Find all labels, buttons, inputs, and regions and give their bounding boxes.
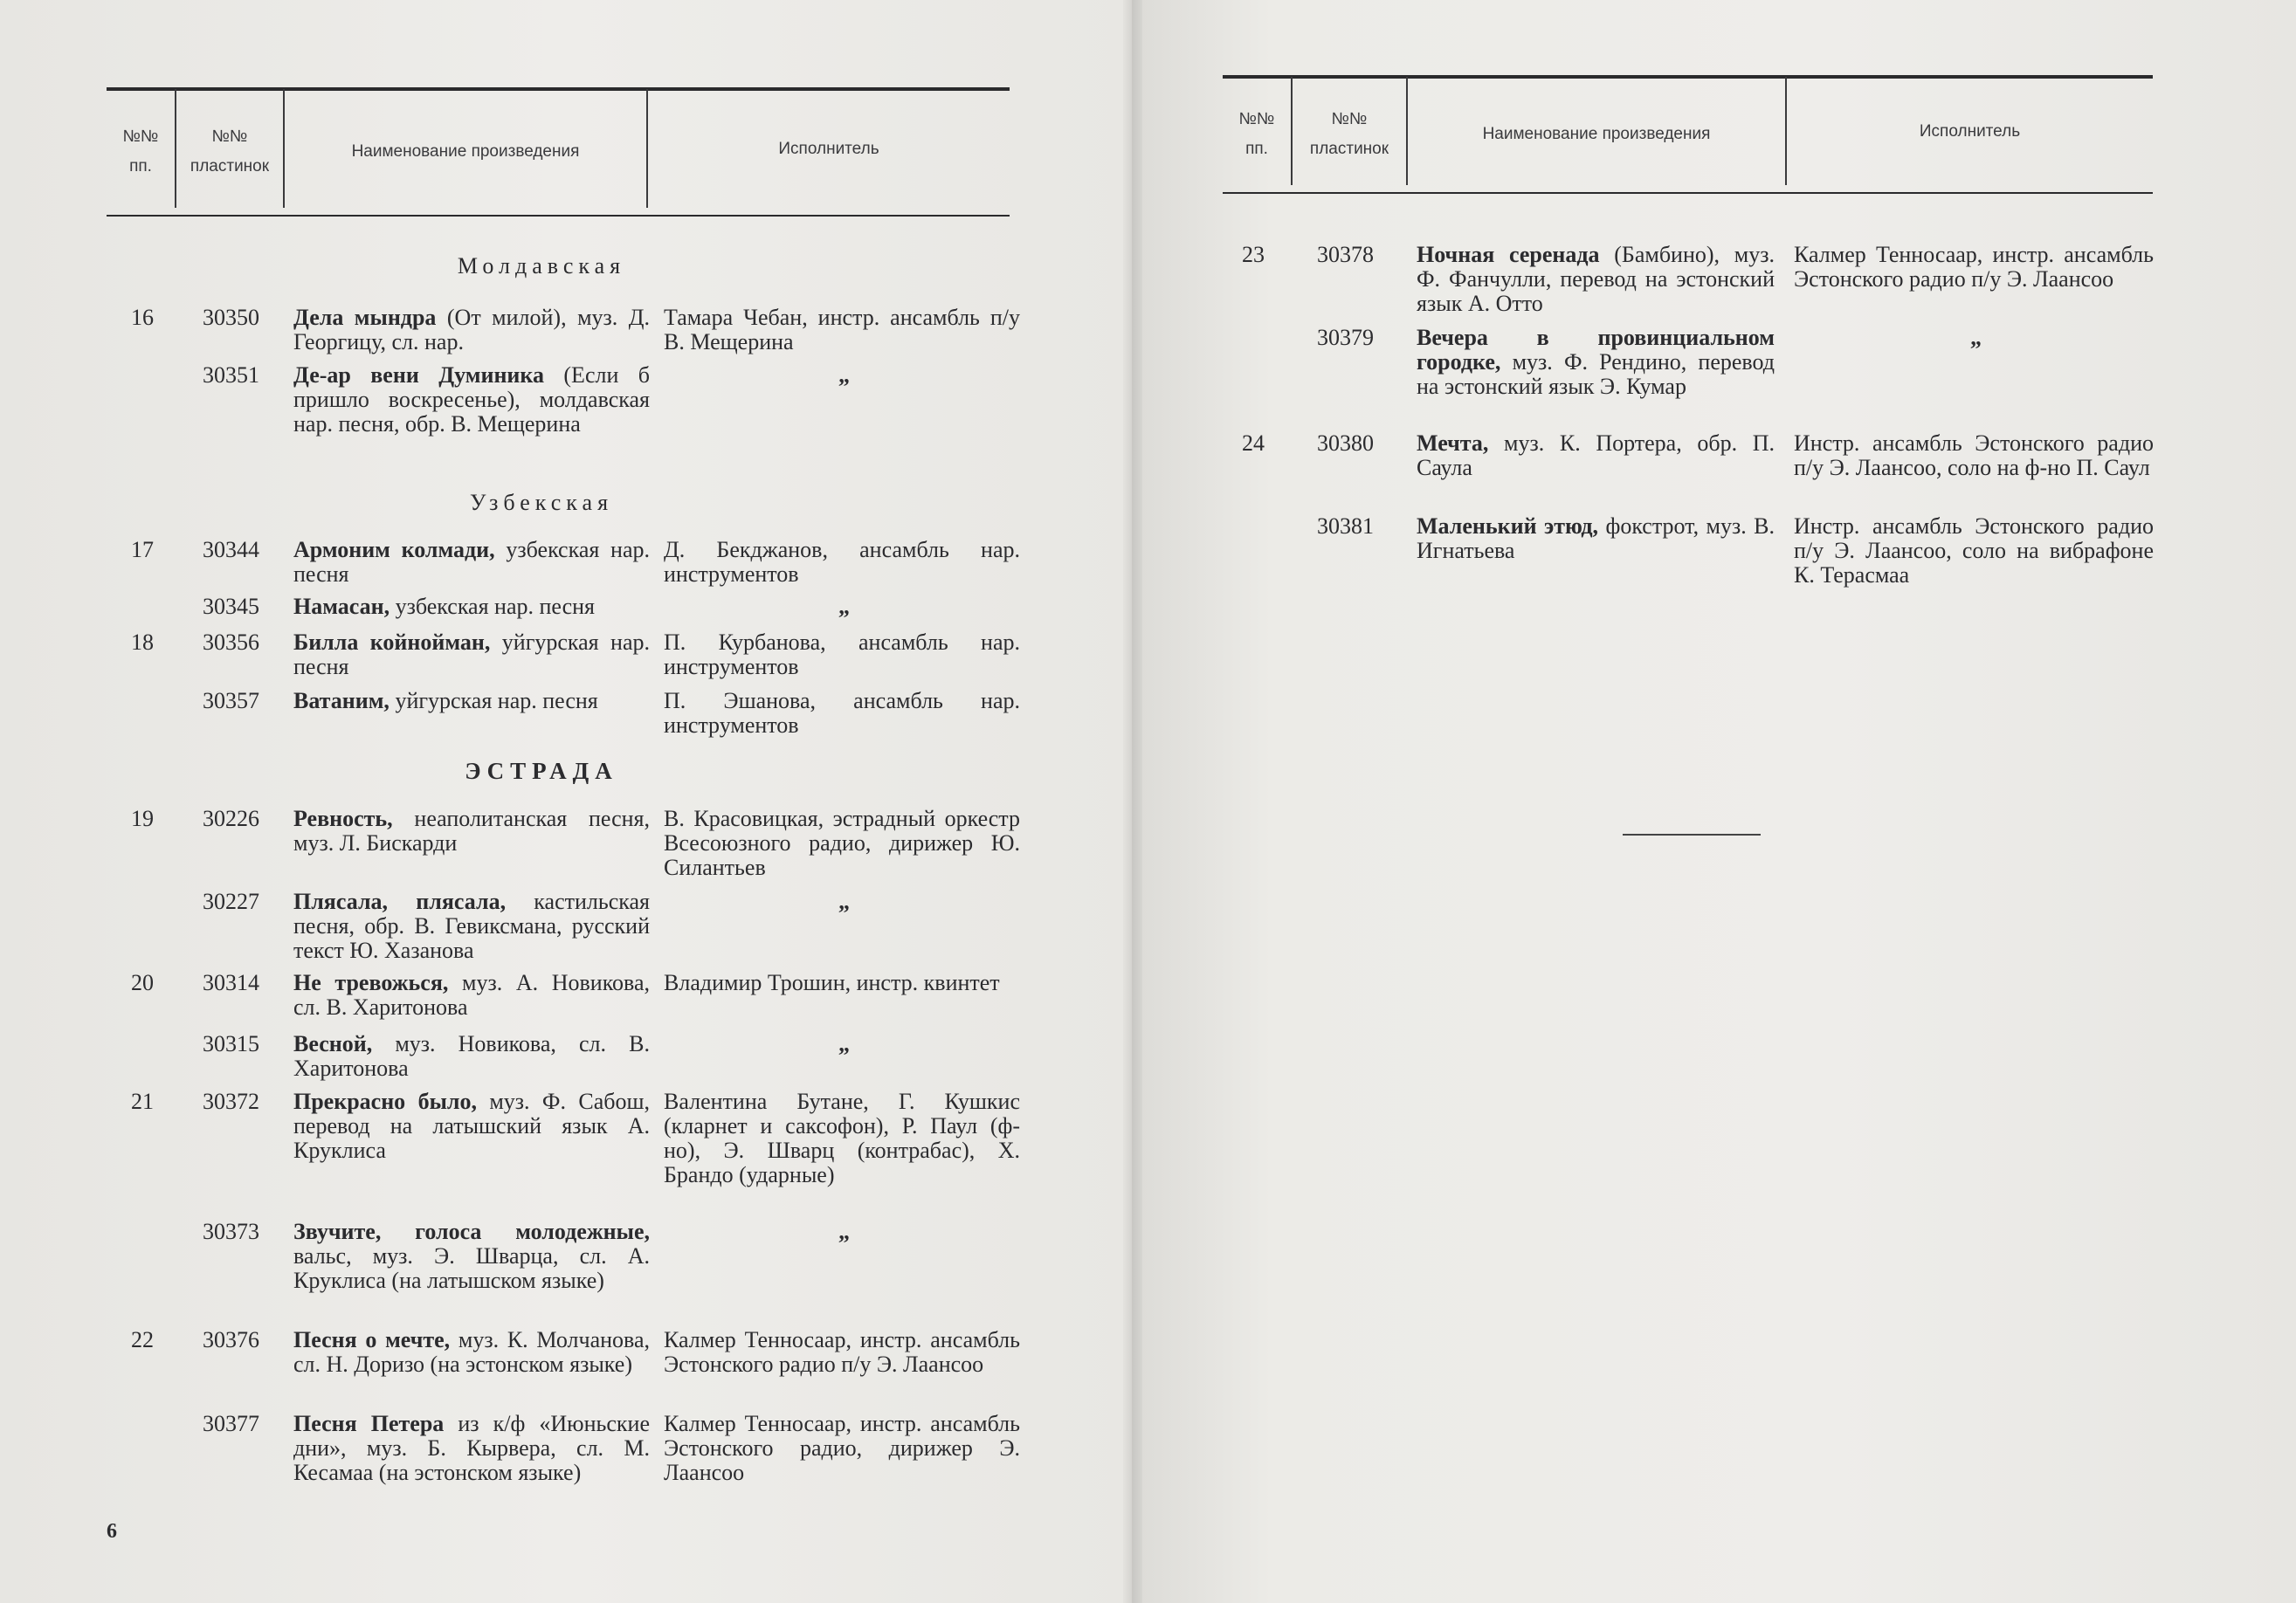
work-title <box>293 630 650 679</box>
performer: Инстр. ансамбль Эстонского радио п/у Э. Лаансоо, соло на вибрафоне К. Терасмаа <box>1794 513 2154 588</box>
work-title <box>1417 243 1775 316</box>
record-number: 30377 <box>203 1411 259 1436</box>
work-title-bold: Билла койнойман, <box>293 630 491 655</box>
row-number: 16 <box>131 305 154 330</box>
work-title-bold: Ватаним, <box>293 688 390 713</box>
work-title-bold: Прекрасно было, <box>293 1089 477 1114</box>
header-col-plate <box>1293 75 1406 194</box>
work-title <box>1417 514 1775 563</box>
work-title-details: кастильская песня, обр. В. Гевиксмана, русский текст Ю. Хазанова <box>293 889 650 963</box>
row-number: 20 <box>131 970 154 995</box>
header-col-title <box>1408 75 1785 194</box>
right-table-header <box>1223 75 2153 194</box>
record-number: 30227 <box>203 889 259 914</box>
performer: Тамара Чебан, инстр. ансамбль п/у В. Мещерина <box>664 305 1020 354</box>
performer: Д. Бекджанов, ансамбль нар. инструментов <box>664 537 1020 587</box>
work-title-bold: Ревность, <box>293 806 393 831</box>
work-title-details: уйгурская нар. песня <box>389 688 598 713</box>
work-title-details: из к/ф «Июньские дни», муз. Б. Кырвера, сл. М. Кесамаа (на эстонском языке) <box>293 1411 650 1485</box>
header-col-nn-line2: пп. <box>1245 140 1268 158</box>
row-number: 24 <box>1242 430 1265 456</box>
section-heading-moldova: Молдавская <box>457 253 626 279</box>
performer: Калмер Тенносаар, инстр. ансамбль Эстонского радио, дирижер Э. Лаансоо <box>664 1411 1020 1485</box>
record-number: 30344 <box>203 537 259 562</box>
section-heading-uzbek: Узбекская <box>469 490 614 515</box>
header-col-performer <box>1787 75 2153 194</box>
record-number: 30379 <box>1317 325 1374 350</box>
work-title-bold: Ночная серенада <box>1417 242 1600 267</box>
work-title-details: (Бамбино), муз. Ф. Фанчулли, перевод на эстонский язык А. Отто <box>1417 242 1775 316</box>
record-number: 30315 <box>203 1031 259 1056</box>
work-title <box>293 1090 650 1163</box>
record-number: 30350 <box>203 305 259 330</box>
row-number: 21 <box>131 1089 154 1114</box>
performer-ditto: „ <box>838 1031 850 1056</box>
work-title-bold: Маленький этюд, <box>1417 513 1599 539</box>
work-title <box>293 595 650 619</box>
performer: В. Красовицкая, эстрадный оркестр Всесоюзного радио, дирижер Ю. Силантьев <box>664 806 1020 880</box>
record-number: 30314 <box>203 970 259 995</box>
work-title <box>293 1412 650 1485</box>
work-title-bold: Весной, <box>293 1031 373 1056</box>
work-title <box>293 807 650 856</box>
work-title <box>293 1032 650 1081</box>
work-title-bold: Не тревожься, <box>293 970 449 995</box>
work-title-details: узбекская нар. песня <box>390 594 596 619</box>
record-number: 30376 <box>203 1327 259 1352</box>
work-title-bold: Дела мындра <box>293 305 437 330</box>
performer-ditto: „ <box>838 594 850 619</box>
work-title-bold: Де-ар вени Думиника <box>293 362 544 388</box>
work-title-bold: Звучите, голоса молодежные, <box>293 1219 650 1244</box>
section-heading-estrada: ЭСТРАДА <box>465 758 618 784</box>
work-title-details: вальс, муз. Э. Шварца, сл. А. Круклиса (на латышском языке) <box>293 1243 650 1293</box>
work-title <box>293 971 650 1020</box>
header-col-title <box>285 87 646 217</box>
work-title-details: муз. Ф. Сабош, перевод на латышский язык А. Круклиса <box>293 1089 650 1163</box>
performer: П. Курбанова, ансамбль нар. инструментов <box>664 630 1020 679</box>
row-number: 19 <box>131 806 154 831</box>
record-number: 30381 <box>1317 513 1374 539</box>
row-number: 23 <box>1242 242 1265 267</box>
record-number: 30226 <box>203 806 259 831</box>
work-title-details: (Если б пришло воскресенье), молдавская нар. песня, обр. В. Мещерина <box>293 362 650 437</box>
record-number: 30373 <box>203 1219 259 1244</box>
work-title <box>293 1328 650 1377</box>
page-gutter <box>1123 0 1142 1603</box>
work-title-details: муз. Новикова, сл. В. Харитонова <box>293 1031 650 1081</box>
work-title-details: муз. К. Молчанова, сл. Н. Доризо (на эстонском языке) <box>293 1327 651 1377</box>
header-col-title-text: Наименование произведения <box>1482 125 1711 143</box>
performer: Владимир Трошин, инстр. квинтет <box>664 970 1000 995</box>
performer: Валентина Бутане, Г. Кушкис (кларнет и саксофон), Р. Паул (ф-но), Э. Шварц (контрабас), Х. Брандо (ударные) <box>664 1089 1020 1187</box>
record-number: 30357 <box>203 688 259 713</box>
work-title-details: неаполитанская песня, муз. Л. Бискарди <box>293 806 650 856</box>
record-number: 30351 <box>203 362 259 388</box>
record-number: 30380 <box>1317 430 1374 456</box>
header-col-nn-line1: №№ <box>1238 110 1275 128</box>
work-title-bold: Вечера в провинциальном городке, <box>1417 325 1775 375</box>
header-col-nn-line2: пп. <box>129 157 152 175</box>
performer-ditto: „ <box>838 889 850 914</box>
performer: Калмер Тенносаар, инстр. ансамбль Эстонского радио п/у Э. Лаансоо <box>1794 242 2154 292</box>
header-col-nn <box>107 87 175 217</box>
header-col-plate-line2: пластинок <box>190 157 270 175</box>
work-title <box>293 363 650 437</box>
row-number: 17 <box>131 537 154 562</box>
header-col-plate <box>176 87 283 217</box>
performer-ditto: „ <box>838 1219 850 1244</box>
right-page <box>1132 0 2296 1603</box>
work-title <box>293 538 650 587</box>
work-title <box>293 890 650 963</box>
header-col-plate-line2: пластинок <box>1309 140 1389 158</box>
header-col-nn-line1: №№ <box>122 127 159 146</box>
work-title <box>1417 431 1775 480</box>
work-title-details: муз. Ф. Рендино, перевод на эстонский язык Э. Кумар <box>1417 349 1775 399</box>
header-col-performer-text: Исполнитель <box>778 140 879 158</box>
header-col-performer <box>648 87 1010 217</box>
end-of-list-rule <box>1623 834 1761 836</box>
record-number: 30345 <box>203 594 259 619</box>
work-title <box>293 1220 650 1293</box>
header-col-plate-line1: №№ <box>1331 110 1368 128</box>
work-title <box>293 306 650 354</box>
row-number: 22 <box>131 1327 154 1352</box>
work-title-details: уйгурская нар. песня <box>293 630 651 679</box>
work-title-details: фокстрот, муз. В. Игнатьева <box>1417 513 1775 563</box>
work-title-details: муз. А. Новикова, сл. В. Харитонова <box>293 970 650 1020</box>
work-title-bold: Мечта, <box>1417 430 1489 456</box>
performer: Инстр. ансамбль Эстонского радио п/у Э. Лаансоо, соло на ф-но П. Саул <box>1794 430 2154 480</box>
row-number: 18 <box>131 630 154 655</box>
record-number: 30378 <box>1317 242 1374 267</box>
record-number: 30356 <box>203 630 259 655</box>
left-table-header <box>107 87 1010 217</box>
header-col-title-text: Наименование произведения <box>351 142 580 161</box>
performer: П. Эшанова, ансамбль нар. инструментов <box>664 688 1020 738</box>
page-number: 6 <box>107 1520 117 1543</box>
performer-ditto: „ <box>1970 325 1982 350</box>
work-title-details: узбекская нар. песня <box>293 537 650 587</box>
record-number: 30372 <box>203 1089 259 1114</box>
work-title <box>293 689 650 713</box>
work-title-details: муз. К. Портера, обр. П. Саула <box>1417 430 1775 480</box>
performer: Калмер Тенносаар, инстр. ансамбль Эстонского радио п/у Э. Лаансоо <box>664 1327 1020 1377</box>
header-col-nn <box>1223 75 1291 194</box>
work-title-details: (От милой), муз. Д. Георгицу, сл. нар. <box>293 305 651 354</box>
work-title-bold: Намасан, <box>293 594 390 619</box>
work-title-bold: Песня Петера <box>293 1411 445 1436</box>
header-col-plate-line1: №№ <box>211 127 248 146</box>
header-col-performer-text: Исполнитель <box>1919 122 2021 141</box>
work-title-bold: Армоним колмади, <box>293 537 495 562</box>
work-title <box>1417 326 1775 399</box>
work-title-bold: Песня о мечте, <box>293 1327 451 1352</box>
performer-ditto: „ <box>838 362 850 388</box>
work-title-bold: Плясала, плясала, <box>293 889 507 914</box>
